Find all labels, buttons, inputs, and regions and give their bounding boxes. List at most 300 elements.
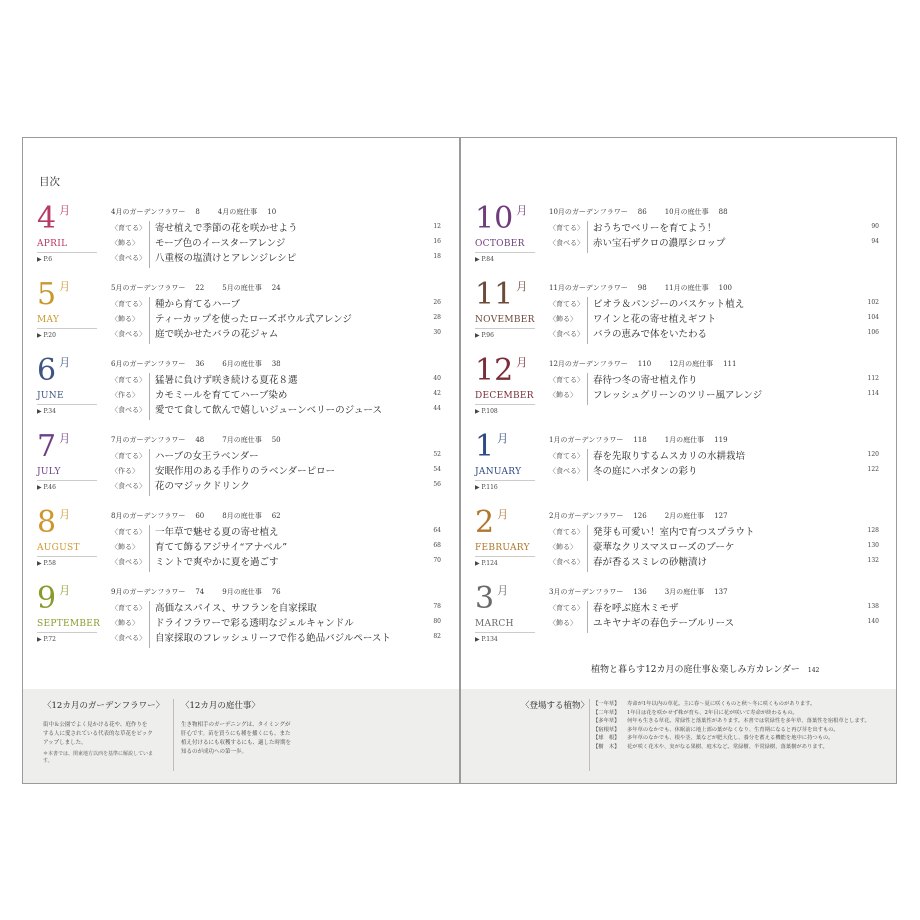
plant-type-desc: 1年目は花を咲かせず株が育ち、2年目に花が咲いて寿命が終わるもの。 — [627, 709, 798, 716]
month-header-row — [549, 511, 728, 521]
entry-title: フレッシュグリーンのツリー風アレンジ — [593, 390, 763, 401]
footer-divider — [173, 699, 174, 771]
toc-entry[interactable] — [549, 387, 879, 401]
flower-section-label: 7月のガーデンフラワー — [111, 436, 186, 444]
flower-section-page: 48 — [195, 436, 205, 444]
month-kanji: 月 — [516, 356, 528, 369]
entry-title: ハーブの女王ラベンダー — [155, 451, 259, 462]
month-english-name: JUNE — [37, 391, 64, 401]
month-kanji: 月 — [497, 432, 509, 445]
entry-page: 68 — [433, 542, 441, 549]
month-header-row — [549, 283, 732, 293]
month-digit: 12 — [475, 353, 514, 388]
note-heading: 〈12カ月のガーデンフラワー〉 — [43, 701, 165, 711]
entry-category: 〈飾る〉 — [111, 239, 139, 247]
plant-type-key: 【二年草】 — [593, 709, 620, 716]
entry-category: 〈飾る〉 — [549, 391, 577, 399]
month-underline — [37, 252, 97, 253]
month-digit: 7 — [37, 429, 57, 464]
month-start-page: ▶ P.96 — [475, 332, 494, 339]
month-header-row — [111, 511, 281, 521]
month-number — [37, 505, 71, 540]
note-line: 肝心です。苗を買うにも種を播くにも、また — [181, 731, 291, 737]
garden-section-label: 8月の庭仕事 — [222, 512, 262, 520]
toc-entry[interactable] — [111, 630, 441, 644]
flower-section-page: 136 — [633, 588, 647, 596]
summary-page: 142 — [807, 667, 820, 674]
garden-section-label: 12月の庭仕事 — [669, 360, 714, 368]
month-number — [37, 201, 71, 236]
month-header-row — [549, 359, 736, 369]
month-start-page: ▶ P.46 — [37, 484, 56, 491]
month-start-page: ▶ P.134 — [475, 636, 498, 643]
flower-section-page: 22 — [195, 284, 205, 292]
garden-work-note — [181, 699, 316, 757]
flower-section-page: 86 — [637, 208, 647, 216]
month-kanji: 月 — [59, 432, 71, 445]
entry-title: 豪華なクリスマスローズのブーケ — [593, 542, 735, 553]
entry-title: ドライフラワーで彩る透明なジェルキャンドル — [155, 618, 354, 629]
month-header-row — [549, 207, 728, 217]
note-line: アップしました。 — [43, 740, 87, 746]
month-kanji: 月 — [516, 280, 528, 293]
entry-page: 138 — [867, 603, 879, 610]
entry-page: 80 — [433, 618, 441, 625]
plant-type-desc: 多年草のなかでも、休眠前に地上部の葉がなくなり、生育期になると再び芽を出すもの。 — [627, 726, 839, 733]
entry-category: 〈飾る〉 — [111, 543, 139, 551]
month-underline — [475, 252, 535, 253]
entry-title: 庭で咲かせたバラの花ジャム — [155, 329, 279, 340]
flower-section-label: 10月のガーデンフラワー — [549, 208, 628, 216]
month-block — [23, 278, 443, 356]
month-start-page: ▶ P.58 — [37, 560, 56, 567]
toc-entry[interactable] — [549, 615, 879, 629]
entry-category: 〈作る〉 — [111, 391, 139, 399]
entry-title: 春待つ冬の寄せ植え作り — [593, 375, 698, 386]
garden-section-label: 2月の庭仕事 — [664, 512, 705, 520]
month-block — [23, 202, 443, 280]
entry-page: 140 — [867, 618, 879, 625]
plant-type-desc: 花が咲く花木や、実がなる果樹、庭木など。常緑樹、半常緑樹、落葉樹があります。 — [627, 743, 828, 750]
month-number — [37, 353, 71, 388]
note-heading: 〈12カ月の庭仕事〉 — [181, 701, 260, 711]
month-block — [23, 582, 443, 660]
entry-title: 春を呼ぶ庭木ミモザ — [593, 603, 679, 614]
month-digit: 5 — [37, 277, 57, 312]
entry-page: 44 — [433, 405, 441, 412]
note-line: 植え付けるにも収穫するにも、適した時期を — [181, 740, 292, 746]
month-block — [461, 506, 881, 584]
flower-section-page: 110 — [637, 360, 652, 368]
note-line: 知るのが成功への第一歩。 — [181, 749, 248, 755]
flower-section-page: 118 — [633, 436, 647, 444]
toc-entry[interactable] — [111, 554, 441, 568]
entry-page: 18 — [433, 253, 441, 260]
flower-section-label: 2月のガーデンフラワー — [549, 512, 624, 520]
month-kanji: 月 — [497, 584, 509, 597]
month-english-name: AUGUST — [37, 543, 80, 553]
month-digit: 11 — [475, 277, 514, 312]
month-underline — [37, 404, 97, 405]
toc-entry[interactable] — [549, 235, 879, 249]
plant-type-key: 【宿根草】 — [593, 726, 620, 733]
entry-title: バラの恵みで体をいたわる — [593, 329, 708, 340]
entry-category: 〈食べる〉 — [111, 406, 146, 414]
entry-category: 〈育てる〉 — [549, 300, 584, 308]
plant-type-desc: 寿命が1年以内の草花。主に春～夏に咲くものと秋～冬に咲くものがあります。 — [627, 701, 816, 707]
toc-entry[interactable] — [549, 326, 879, 340]
garden-section-page: 111 — [723, 360, 737, 368]
toc-entry[interactable] — [549, 524, 879, 538]
flower-section-page: 36 — [195, 360, 205, 368]
entry-page: 128 — [867, 527, 879, 534]
entry-category: 〈食べる〉 — [111, 482, 146, 490]
entry-title: 種から育てるハーブ — [155, 299, 241, 310]
toc-entry[interactable] — [111, 600, 441, 614]
entry-page: 26 — [433, 299, 441, 306]
month-underline — [37, 328, 97, 329]
plants-heading-box — [521, 699, 590, 721]
entry-title: 育てて飾るアジサイ“アナベル” — [155, 542, 288, 553]
toc-entry[interactable] — [549, 372, 879, 386]
month-number — [475, 429, 509, 464]
calendar-summary — [591, 662, 819, 675]
entry-title: 冬の庭にハボタンの彩り — [593, 466, 698, 477]
month-digit: 9 — [37, 581, 57, 616]
plant-type-row — [593, 700, 893, 709]
plant-type-row — [593, 709, 893, 718]
entry-title: 寄せ植えで季節の花を咲かせよう — [155, 223, 298, 234]
toc-entry[interactable] — [111, 387, 441, 401]
flower-section-page: 60 — [195, 512, 205, 520]
month-digit: 2 — [475, 505, 495, 540]
month-english-name: MARCH — [475, 619, 514, 629]
plants-heading: 〈登場する植物〉 — [521, 701, 590, 711]
month-english-name: FEBRUARY — [475, 543, 530, 553]
toc-entry[interactable] — [111, 539, 441, 553]
entry-title: 赤い宝石ザクロの濃厚シロップ — [593, 238, 726, 249]
entry-category: 〈飾る〉 — [549, 543, 577, 551]
flower-section-label: 12月のガーデンフラワー — [549, 360, 628, 368]
flower-section-label: 9月のガーデンフラワー — [111, 588, 186, 596]
month-english-name: MAY — [37, 315, 60, 325]
entry-page: 70 — [433, 557, 441, 564]
note-line: 街中＆公園でよく見かける花や、庭作りを — [43, 722, 148, 728]
month-digit: 6 — [37, 353, 57, 388]
toc-entry[interactable] — [111, 326, 441, 340]
entry-category: 〈飾る〉 — [549, 619, 577, 627]
flower-section-page: 126 — [633, 512, 647, 520]
garden-flower-note — [43, 699, 165, 764]
month-underline — [475, 556, 535, 557]
month-block — [461, 354, 881, 432]
month-block — [461, 278, 881, 356]
toc-entry[interactable] — [111, 220, 441, 234]
entry-category: 〈食べる〉 — [111, 330, 146, 338]
toc-entry[interactable] — [549, 220, 879, 234]
entry-category: 〈食べる〉 — [549, 467, 584, 475]
month-digit: 8 — [37, 505, 57, 540]
toc-entry[interactable] — [111, 235, 441, 249]
toc-entry[interactable] — [111, 311, 441, 325]
entry-title: 春を先取りするムスカリの水耕栽培 — [593, 451, 746, 462]
plant-type-key: 【樹 木】 — [593, 743, 620, 750]
month-digit: 1 — [475, 429, 495, 464]
garden-section-page: 38 — [271, 360, 281, 368]
toc-entry[interactable] — [111, 296, 441, 310]
entry-category: 〈育てる〉 — [549, 604, 584, 612]
plant-type-row — [593, 717, 893, 726]
entry-category: 〈育てる〉 — [549, 452, 584, 460]
month-underline — [37, 556, 97, 557]
month-start-page: ▶ P.6 — [37, 256, 53, 263]
entry-category: 〈食べる〉 — [549, 330, 584, 338]
entry-category: 〈食べる〉 — [549, 558, 584, 566]
garden-section-label: 7月の庭仕事 — [222, 436, 262, 444]
month-kanji: 月 — [59, 508, 71, 521]
footer-divider — [589, 699, 590, 771]
entry-title: ビオラ＆パンジーのバスケット植え — [593, 299, 745, 310]
month-number — [475, 277, 528, 312]
plant-type-row — [593, 743, 893, 752]
month-english-name: JANUARY — [475, 467, 522, 477]
entry-category: 〈飾る〉 — [111, 619, 139, 627]
entry-page: 106 — [867, 329, 879, 336]
toc-entry[interactable] — [549, 554, 879, 568]
entry-title: 猛暑に負けず咲き続ける夏花８選 — [155, 375, 298, 386]
garden-section-label: 11月の庭仕事 — [664, 284, 709, 292]
entry-title: ユキヤナギの春色テーブルリース — [593, 618, 735, 629]
entry-page: 130 — [867, 542, 879, 549]
entry-page: 132 — [867, 557, 879, 564]
month-underline — [37, 632, 97, 633]
entry-title: 花のマジックドリンク — [155, 481, 250, 492]
entry-page: 40 — [433, 375, 441, 382]
month-block — [23, 430, 443, 508]
entry-title: モーブ色のイースターアレンジ — [155, 238, 286, 249]
summary-title: 植物と暮らす12カ月の庭仕事＆楽しみ方カレンダー — [591, 665, 800, 675]
month-number — [475, 505, 509, 540]
flower-section-label: 11月のガーデンフラワー — [549, 284, 628, 292]
entry-title: 安眠作用のある手作りのラベンダーピロー — [155, 466, 336, 477]
entry-page: 52 — [433, 451, 441, 458]
month-header-row — [111, 435, 281, 445]
garden-section-page: 76 — [271, 588, 281, 596]
month-block — [461, 430, 881, 508]
month-kanji: 月 — [497, 508, 509, 521]
month-header-row — [111, 587, 281, 597]
left-footer — [23, 689, 459, 784]
entry-page: 42 — [433, 390, 441, 397]
flower-section-label: 1月のガーデンフラワー — [549, 436, 624, 444]
entry-title: 八重桜の塩漬けとアレンジレシピ — [155, 253, 297, 264]
month-underline — [37, 480, 97, 481]
entry-category: 〈飾る〉 — [549, 315, 577, 323]
entry-page: 94 — [871, 238, 879, 245]
toc-entry[interactable] — [549, 463, 879, 477]
garden-section-page: 119 — [714, 436, 728, 444]
month-number — [37, 277, 71, 312]
flower-section-page: 98 — [637, 284, 647, 292]
month-start-page: ▶ P.72 — [37, 636, 56, 643]
toc-entry[interactable] — [549, 448, 879, 462]
plant-type-row — [593, 726, 893, 735]
toc-entry[interactable] — [549, 600, 879, 614]
plant-type-key: 【球 根】 — [593, 735, 620, 742]
plant-type-row — [593, 734, 893, 743]
garden-section-label: 6月の庭仕事 — [222, 360, 262, 368]
month-kanji: 月 — [59, 356, 71, 369]
right-page — [460, 137, 897, 784]
month-start-page: ▶ P.20 — [37, 332, 56, 339]
plant-type-list — [593, 700, 893, 752]
month-header-row — [111, 283, 281, 293]
note-footnote: ＊本書では、関東地方以西を基準に解説しています。 — [43, 751, 154, 764]
entry-page: 112 — [867, 375, 879, 382]
entry-page: 78 — [433, 603, 441, 610]
toc-entry[interactable] — [111, 524, 441, 538]
flower-section-label: 3月のガーデンフラワー — [549, 588, 624, 596]
month-header-row — [111, 207, 276, 217]
entry-page: 120 — [867, 451, 879, 458]
garden-section-page: 10 — [267, 208, 277, 216]
entry-title: ティーカップを使ったローズボウル式アレンジ — [155, 314, 352, 325]
entry-title: 高価なスパイス、サフランを自家採取 — [155, 603, 317, 614]
month-number — [475, 581, 509, 616]
month-block — [461, 202, 881, 280]
entry-page: 64 — [433, 527, 441, 534]
garden-section-page: 137 — [714, 588, 728, 596]
toc-title: 目次 — [39, 176, 60, 188]
month-number — [475, 201, 528, 236]
toc-entry[interactable] — [549, 296, 879, 310]
flower-section-label: 8月のガーデンフラワー — [111, 512, 186, 520]
month-kanji: 月 — [59, 204, 71, 217]
month-header-row — [549, 435, 728, 445]
entry-category: 〈育てる〉 — [111, 604, 146, 612]
right-footer — [461, 689, 896, 784]
entry-title: 自家採取のフレッシュリーフで作る絶品バジルペースト — [155, 633, 391, 644]
month-header-row — [549, 587, 728, 597]
garden-section-page: 100 — [718, 284, 732, 292]
month-kanji: 月 — [59, 584, 71, 597]
entry-category: 〈食べる〉 — [111, 254, 146, 262]
toc-entry[interactable] — [111, 615, 441, 629]
month-underline — [475, 328, 535, 329]
entry-page: 122 — [867, 466, 879, 473]
month-digit: 4 — [37, 201, 57, 236]
month-start-page: ▶ P.84 — [475, 256, 494, 263]
entry-title: カモミールを育ててハーブ染め — [155, 390, 288, 401]
month-english-name: SEPTEMBER — [37, 619, 101, 629]
month-block — [461, 582, 881, 660]
month-english-name: APRIL — [37, 239, 68, 249]
garden-section-label: 1月の庭仕事 — [664, 436, 705, 444]
month-underline — [475, 480, 535, 481]
left-page — [22, 137, 459, 784]
month-english-name: DECEMBER — [475, 391, 534, 401]
entry-category: 〈食べる〉 — [549, 239, 584, 247]
toc-entry[interactable] — [549, 539, 879, 553]
month-start-page: ▶ P.34 — [37, 408, 56, 415]
flower-section-label: 6月のガーデンフラワー — [111, 360, 186, 368]
entry-category: 〈育てる〉 — [549, 528, 584, 536]
toc-entry[interactable] — [111, 478, 441, 492]
entry-category: 〈育てる〉 — [111, 300, 146, 308]
garden-section-page: 62 — [271, 512, 281, 520]
garden-section-label: 4月の庭仕事 — [217, 208, 258, 216]
entry-page: 12 — [433, 223, 441, 230]
entry-category: 〈育てる〉 — [111, 528, 146, 536]
entry-page: 28 — [433, 314, 441, 321]
month-digit: 10 — [475, 201, 514, 236]
month-start-page: ▶ P.108 — [475, 408, 498, 415]
entry-page: 82 — [433, 633, 441, 640]
entry-page: 16 — [433, 238, 441, 245]
entry-category: 〈飾る〉 — [111, 315, 139, 323]
month-start-page: ▶ P.116 — [475, 484, 498, 491]
month-english-name: JULY — [37, 467, 61, 477]
month-number — [37, 429, 71, 464]
entry-page: 54 — [433, 466, 441, 473]
entry-page: 56 — [433, 481, 441, 488]
plant-type-desc: 何年も生きる草花。常緑性と落葉性があります。本書では常緑性を多年草、落葉性を宿根草とします。 — [627, 718, 870, 725]
toc-entry[interactable] — [111, 448, 441, 462]
entry-page: 104 — [867, 314, 879, 321]
entry-title: 愛でて食して飲んで嬉しいジューンベリーのジュース — [155, 405, 382, 416]
entry-category: 〈作る〉 — [111, 467, 139, 475]
entry-category: 〈育てる〉 — [111, 452, 146, 460]
month-kanji: 月 — [516, 204, 528, 217]
entry-page: 102 — [867, 299, 879, 306]
plant-type-key: 【多年草】 — [593, 718, 620, 725]
note-line: 生き物相手のガーデニングは、タイミングが — [181, 722, 291, 728]
entry-category: 〈育てる〉 — [549, 224, 584, 232]
month-english-name: NOVEMBER — [475, 315, 535, 325]
month-block — [23, 506, 443, 584]
entry-title: 春が香るスミレの砂糖漬け — [593, 557, 708, 568]
toc-entry[interactable] — [111, 250, 441, 264]
month-number — [37, 581, 71, 616]
month-underline — [475, 404, 535, 405]
garden-section-label: 9月の庭仕事 — [222, 588, 262, 596]
toc-entry[interactable] — [549, 311, 879, 325]
entry-title: ミントで爽やかに夏を過ごす — [155, 557, 279, 568]
garden-section-page: 88 — [718, 208, 728, 216]
flower-section-label: 5月のガーデンフラワー — [111, 284, 186, 292]
entry-category: 〈育てる〉 — [111, 376, 146, 384]
toc-entry[interactable] — [111, 402, 441, 416]
garden-section-label: 10月の庭仕事 — [664, 208, 709, 216]
garden-section-page: 24 — [271, 284, 281, 292]
garden-section-page: 127 — [714, 512, 728, 520]
toc-entry[interactable] — [111, 372, 441, 386]
month-english-name: OCTOBER — [475, 239, 525, 249]
month-underline — [475, 632, 535, 633]
flower-section-page: 8 — [195, 208, 200, 216]
month-header-row — [111, 359, 281, 369]
entry-category: 〈育てる〉 — [549, 376, 584, 384]
entry-page: 30 — [433, 329, 441, 336]
entry-page: 114 — [867, 390, 879, 397]
entry-title: 発芽も可愛い！室内で育つスプラウト — [593, 527, 755, 538]
toc-entry[interactable] — [111, 463, 441, 477]
garden-section-page: 50 — [271, 436, 281, 444]
entry-category: 〈育てる〉 — [111, 224, 146, 232]
month-start-page: ▶ P.124 — [475, 560, 498, 567]
month-kanji: 月 — [59, 280, 71, 293]
entry-title: おうちでベリーを育てよう！ — [593, 223, 717, 234]
